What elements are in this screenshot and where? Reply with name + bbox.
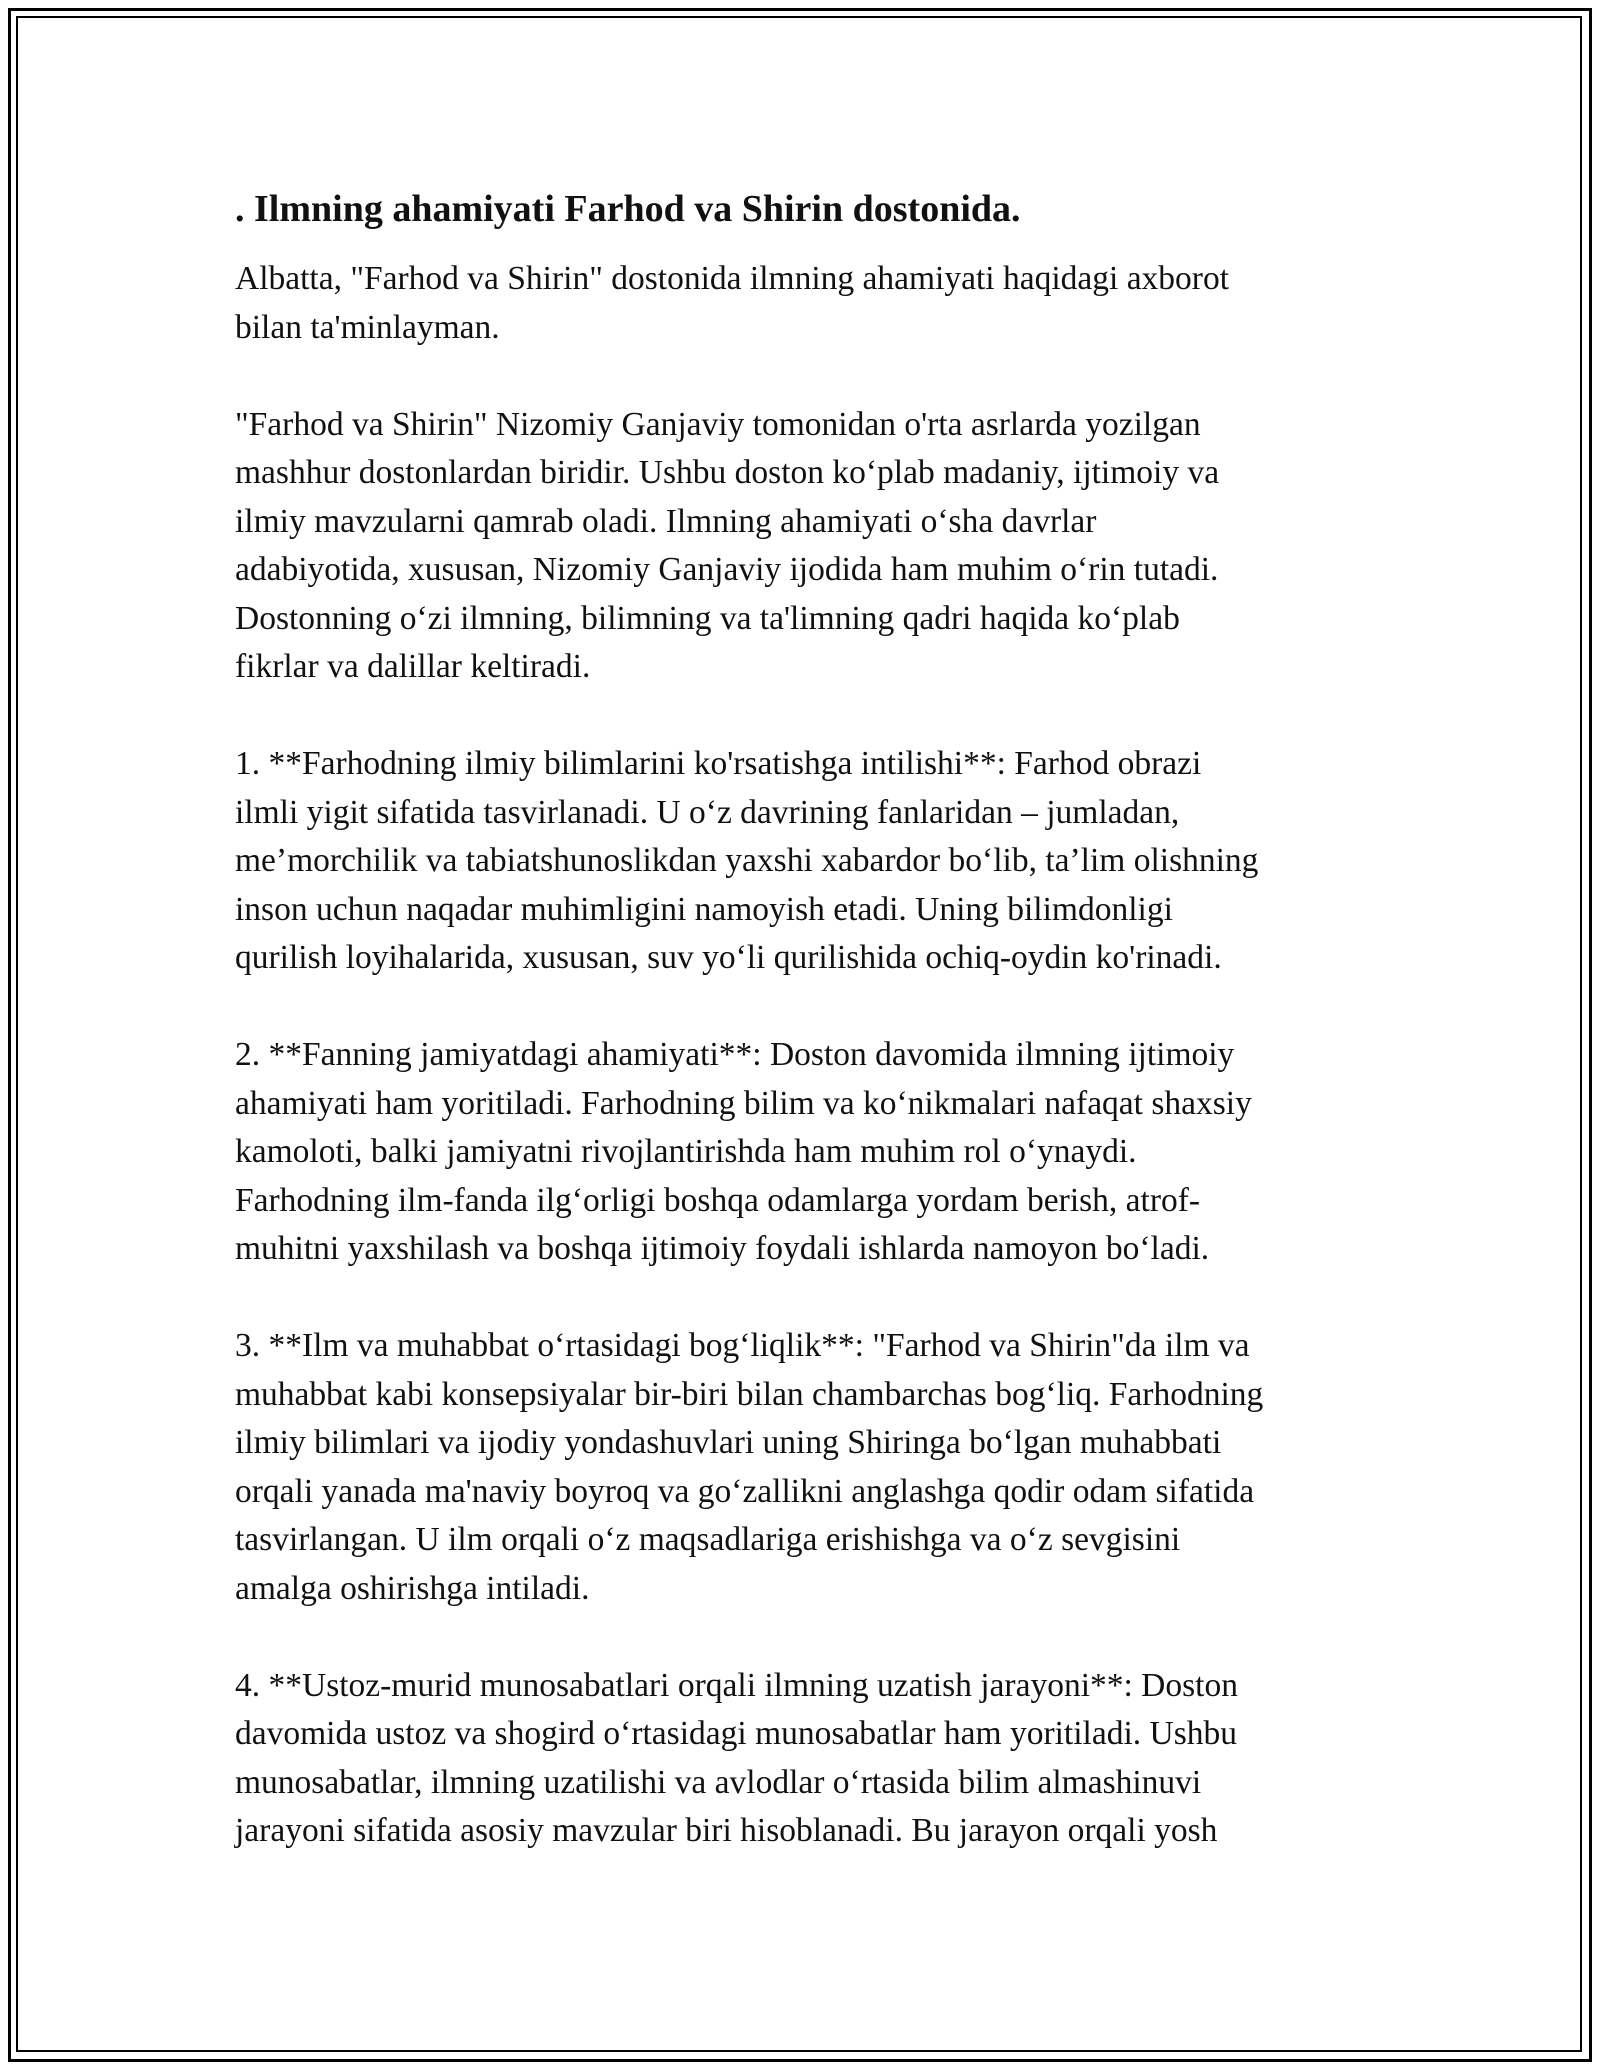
- text-line: fikrlar va dalillar keltiradi.: [235, 648, 591, 685]
- text-line: 2. **Fanning jamiyatdagi ahamiyati**: Doston davomida ilmning ijtimoiy: [235, 1036, 1235, 1073]
- text-line: jarayoni sifatida asosiy mavzular biri hisoblanadi. Bu jarayon orqali yosh: [235, 1812, 1218, 1849]
- point-4-paragraph: [235, 1662, 1375, 1856]
- point-2-paragraph: [235, 1031, 1375, 1274]
- text-line: qurilish loyihalarida, xususan, suv yo‘li qurilishida ochiq-oydin ko'rinadi.: [235, 939, 1222, 976]
- text-line: bilan ta'minlayman.: [235, 308, 500, 346]
- text-line: mashhur dostonlardan biridir. Ushbu doston ko‘plab madaniy, ijtimoiy va: [235, 454, 1220, 491]
- text-line: davomida ustoz va shogird o‘rtasidagi munosabatlar ham yoritiladi. Ushbu: [235, 1715, 1238, 1752]
- point-3-paragraph: [235, 1322, 1375, 1613]
- background-paragraph: [235, 401, 1375, 692]
- text-line: adabiyotida, xususan, Nizomiy Ganjaviy ijodida ham muhim o‘rin tutadi.: [235, 551, 1219, 588]
- text-line: 1. **Farhodning ilmiy bilimlarini ko'rsatishga intilishi**: Farhod obrazi: [235, 745, 1202, 782]
- document-body: [235, 185, 1375, 1904]
- intro-paragraph: [235, 255, 1375, 352]
- text-line: muhabbat kabi konsepsiyalar bir-biri bilan chambarchas bog‘liq. Farhodning: [235, 1375, 1264, 1413]
- text-line: orqali yanada ma'naviy boyroq va go‘zallikni anglashga qodir odam sifatida: [235, 1472, 1255, 1510]
- text-line: 4. **Ustoz-murid munosabatlari orqali ilmning uzatish jarayoni**: Doston: [235, 1666, 1238, 1704]
- text-line: ilmiy bilimlari va ijodiy yondashuvlari uning Shiringa bo‘lgan muhabbati: [235, 1424, 1222, 1461]
- document-title: . Ilmning ahamiyati Farhod va Shirin dostonida.: [235, 188, 1021, 230]
- text-line: "Farhod va Shirin" Nizomiy Ganjaviy tomonidan o'rta asrlarda yozilgan: [235, 405, 1201, 443]
- text-line: Dostonning o‘zi ilmning, bilimning va ta'limning qadri haqida ko‘plab: [235, 599, 1180, 637]
- text-line: kamoloti, balki jamiyatni rivojlantirishda ham muhim rol o‘ynaydi.: [235, 1133, 1137, 1170]
- text-line: ilmli yigit sifatida tasvirlanadi. U o‘z davrining fanlaridan – jumladan,: [235, 793, 1180, 831]
- text-line: muhitni yaxshilash va boshqa ijtimoiy foydali ishlarda namoyon bo‘ladi.: [235, 1230, 1210, 1267]
- text-line: munosabatlar, ilmning uzatilishi va avlodlar o‘rtasida bilim almashinuvi: [235, 1763, 1202, 1801]
- text-line: amalga oshirishga intiladi.: [235, 1569, 590, 1607]
- text-line: Albatta, "Farhod va Shirin" dostonida ilmning ahamiyati haqidagi axborot: [235, 260, 1230, 297]
- text-line: ahamiyati ham yoritiladi. Farhodning bilim va ko‘nikmalari nafaqat shaxsiy: [235, 1084, 1252, 1122]
- text-line: ilmiy mavzularni qamrab oladi. Ilmning ahamiyati o‘sha davrlar: [235, 502, 1097, 540]
- text-line: inson uchun naqadar muhimligini namoyish etadi. Uning bilimdonligi: [235, 890, 1173, 928]
- text-line: tasvirlangan. U ilm orqali o‘z maqsadlariga erishishga va o‘z sevgisini: [235, 1521, 1181, 1558]
- text-line: me’morchilik va tabiatshunoslikdan yaxshi xabardor bo‘lib, ta’lim olishning: [235, 842, 1259, 879]
- point-1-paragraph: [235, 740, 1375, 983]
- text-line: 3. **Ilm va muhabbat o‘rtasidagi bog‘liqlik**: "Farhod va Shirin"da ilm va: [235, 1327, 1250, 1364]
- text-line: Farhodning ilm-fanda ilg‘orligi boshqa odamlarga yordam berish, atrof-: [235, 1181, 1201, 1219]
